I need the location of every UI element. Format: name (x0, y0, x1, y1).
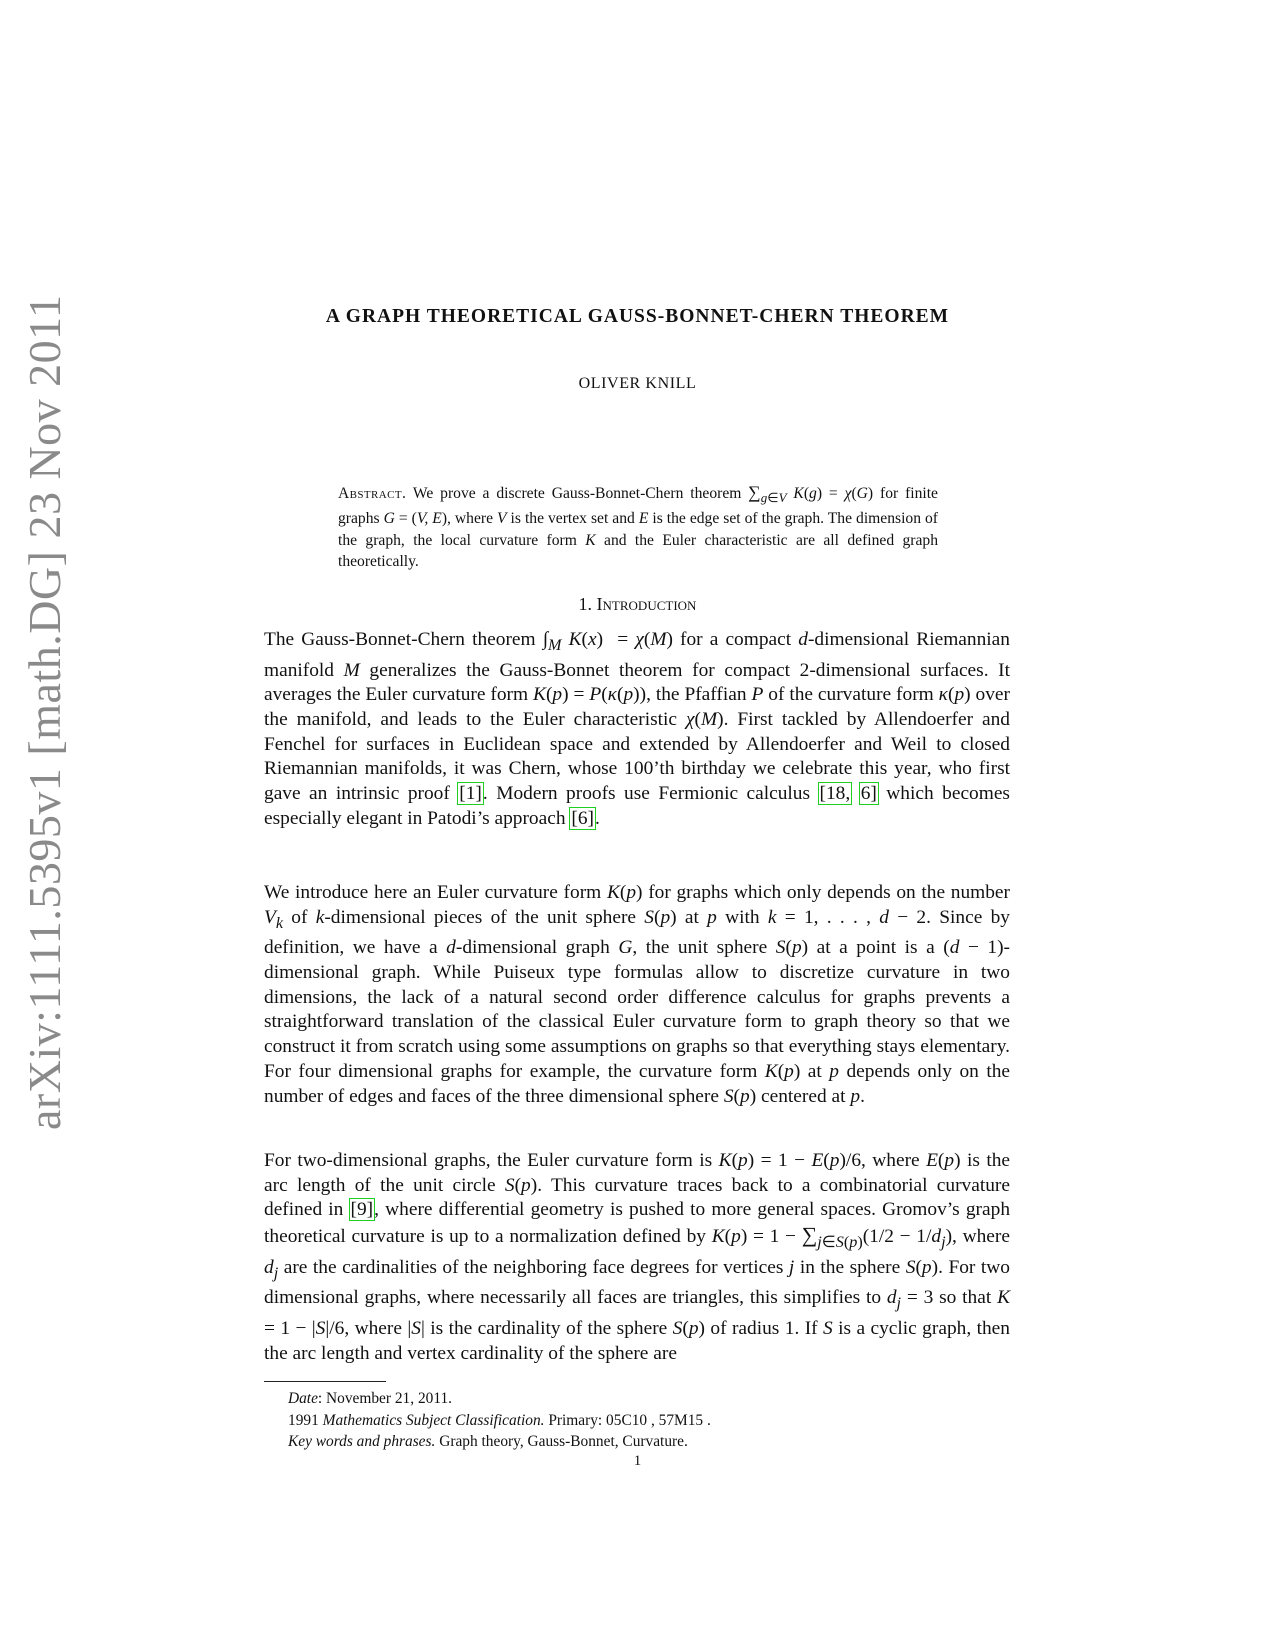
keywords-label: Key words and phrases. (288, 1433, 436, 1450)
msc-value: Primary: 05C10 , 57M15 . (544, 1411, 711, 1429)
page-number: 1 (633, 1453, 642, 1469)
section-number: 1. (578, 594, 593, 614)
citation-9[interactable]: [9] (350, 1199, 374, 1221)
msc-label: Mathematics Subject Classification. (322, 1411, 545, 1429)
intro-paragraph-3: For two-dimensional graphs, the Euler curvature form is K(p) = 1 − E(p)/6, where E(p) is the arc length of the unit circle S(p). This curvature traces back to a combinatorial curvature defined in [9], where differential geometry is pushed to more general spaces. Gromov’s graph theoretical curvature is up to a normalization defined by $K(p) = 1 - \sum_{j\in S(p)}(1/2 - 1/d_j)$, where $d_j$ are the cardinalities of the neighboring face degrees for vertices j in the sphere S(p). For two dimensional graphs, where necessarily all faces are triangles, this simplifies to $d_j = 3$ so that K = 1 − |S|/6, where |S| is the cardinality of the sphere S(p) of radius 1. If S is a cyclic graph, then the arc length and vertex cardinality of the sphere are (264, 1150, 1011, 1364)
citation-6[interactable]: 6] (860, 783, 877, 805)
msc-year: 1991 (288, 1411, 319, 1429)
paper-title: A GRAPH THEORETICAL GAUSS-BONNET-CHERN THEOREM (325, 306, 950, 327)
abstract: Abstract. We prove a discrete Gauss-Bonnet-Chern theorem $\sum_{g\in V}$ K(g) = χ(G) for finite graphs G = (V, E), where V is the vertex set and E is the edge set of the graph. The dimension of the graph, the local curvature form K and the Euler characteristic are all defined graph theoretically. (338, 482, 938, 570)
footnotes (288, 1388, 1010, 1453)
section-heading (200, 594, 1075, 615)
intro-paragraph-1: The Gauss-Bonnet-Chern theorem $\int_M$ K(x) = χ(M) for a compact d-dimensional Riemannian manifold M generalizes the Gauss-Bonnet theorem for compact 2-dimensional surfaces. It averages the Euler curvature form K(p) = P(κ(p)), the Pfaffian P of the curvature form κ(p) over the manifold, and leads to the Euler characteristic χ(M). First tackled by Allendoerfer and Fenchel for surfaces in Euclidean space and extended by Allendoerfer and Weil to closed Riemannian manifolds, it was Chern, whose 100’th birthday we celebrate this year, who first gave an intrinsic proof [1]. Modern proofs use Fermionic calculus [18, 6] which becomes especially elegant in Patodi’s approach [6]. (264, 629, 1011, 829)
arxiv-identifier-stamp: arXiv:1111.5395v1 [math.DG] 23 Nov 2011 (19, 294, 70, 1130)
intro-paragraph-2: We introduce here an Euler curvature form K(p) for graphs which only depends on the number $V_k$ of k-dimensional pieces of the unit sphere S(p) at p with k = 1, . . . , d − 2. Since by definition, we have a d-dimensional graph G, the unit sphere S(p) at a point is a (d − 1)-dimensional graph. While Puiseux type formulas allow to discretize curvature in two dimensions, the lack of a natural second order difference calculus for graphs prevents a straightforward translation of the classical Euler curvature form to graph theory so that we construct it from scratch using some assumptions on graphs so that everything stays elementary. For four dimensional graphs for example, the curvature form K(p) at p depends only on the number of edges and faces of the three dimensional sphere S(p) centered at p. (264, 882, 1011, 1107)
citation-18[interactable]: [18, (819, 783, 851, 805)
section-title: Introduction (596, 594, 697, 614)
footnote-rule (264, 1381, 386, 1382)
keywords-value: Graph theory, Gauss-Bonnet, Curvature. (435, 1433, 688, 1450)
citation-6-patodi[interactable]: [6] (571, 807, 595, 829)
citation-1[interactable]: [1] (459, 783, 482, 805)
footnote-msc (288, 1410, 1010, 1432)
footnote-date (288, 1388, 1010, 1410)
date-value: : November 21, 2011. (317, 1390, 452, 1407)
footnote-keywords (288, 1431, 1010, 1453)
paper-author: OLIVER KNILL (578, 375, 697, 392)
date-label: Date (288, 1390, 318, 1407)
abstract-label: Abstract. (338, 485, 407, 502)
